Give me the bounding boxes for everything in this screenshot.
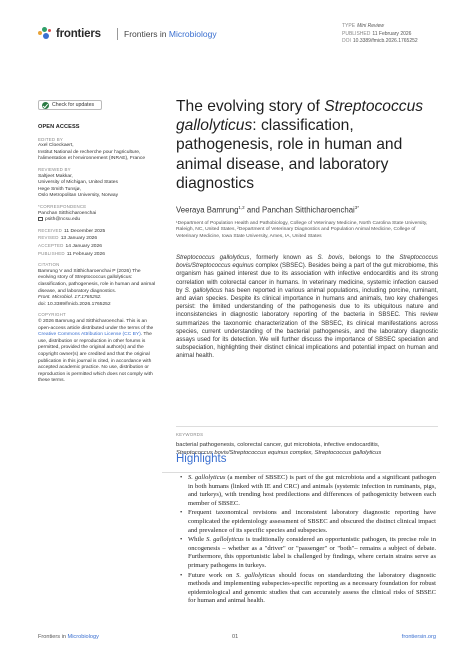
article-title: The evolving story of Streptococcus gallolyticus: classification, pathogenesis, role in human and animal disease, and laboratory diagnostics xyxy=(176,98,424,192)
highlight-item: • Future work on S. gallolyticus should focus on standardizing the laboratory diagnostic methods and implementing subspecies-specific reporting as a necessary foundation for robust epidemiological and genomic studies that can accurately assess the clinical risks of SBSEC for human and animal health. xyxy=(180,572,436,606)
keywords-label: KEYWORDS xyxy=(176,432,204,437)
edited-by-label: EDITED BY xyxy=(38,136,63,142)
email-icon xyxy=(38,217,43,221)
title-species: Streptococcus gallolyticus xyxy=(176,98,424,135)
frontiers-logo[interactable] xyxy=(38,27,101,41)
highlight-item: • While S. gallolyticus is traditionally considered an opportunistic pathogen, its precise role in oncogenesis – whether as a "driver" or "passenger" or "both"– remains a subject of debate. Furthermore, this opportunistic label is challenged by findings, where certain strains serve as primary pathogens in turkeys. xyxy=(180,536,436,570)
meta-doi: DOI 10.3389/fmicb.2026.1765252 xyxy=(342,38,418,45)
meta-type: TYPE Mini Review xyxy=(342,23,385,29)
correspondence-label: *CORRESPONDENCE xyxy=(38,203,87,209)
citation-label: CITATION xyxy=(38,262,60,268)
highlights-list xyxy=(180,474,436,607)
footer-site-link[interactable]: frontiersin.org xyxy=(401,634,436,640)
open-access-label: OPEN ACCESS xyxy=(38,124,80,130)
highlight-item: • Frequent taxonomical revisions and inconsistent laboratory diagnostic reporting have complicated the epidemiology assessment of SBSEC and obscured the distinct clinical impact and prevalence of its specific species and subspecies. xyxy=(180,509,436,535)
meta-published: PUBLISHED 11 February 2026 xyxy=(342,30,412,37)
edited-by: Axel Cloeckaert, Institut National de recherche pour l'agriculture, l'alimentation et l'environnement (INRAE), France xyxy=(38,143,146,162)
citation-journal: Front. Microbiol. 17:1765252. xyxy=(38,295,102,301)
reviewed-by: Saltjeet Makkar, University of Michigan, United States Hege Smith Tunsjø, Oslo Metropolitan University, Norway xyxy=(38,173,119,199)
header-divider xyxy=(117,28,118,40)
date-received: RECEIVED 11 December 2025 xyxy=(38,227,106,234)
page-number: 01 xyxy=(232,634,239,640)
author-list: Veeraya Bamrung$^{1,2}$ and Panchan Sitthicharoenchai$^{3*}$ xyxy=(176,205,360,215)
date-published: PUBLISHED 11 February 2026 xyxy=(38,250,105,257)
cc-by-link[interactable]: Creative Commons Attribution License (CC BY) xyxy=(38,332,141,338)
citation-text: Bamrung V and Sitthicharoenchai P (2026) The evolving story of Streptococcus gallolyticus: classification, pathogenesis, role in human and animal disease, and laboratory diagnostics. xyxy=(38,268,156,294)
logo-text: frontiers xyxy=(56,28,101,40)
keywords-divider xyxy=(176,426,438,427)
keywords: bacterial pathogenesis, colorectal cancer, gut microbiota, infective endocarditis, Streptococcus bovis/Streptococcus equinus complex, Streptococcus gallolyticus xyxy=(176,442,382,456)
date-accepted: ACCEPTED 14 January 2026 xyxy=(38,243,102,249)
sidebar-info xyxy=(38,100,156,385)
footer-journal[interactable]: Frontiers in Microbiology xyxy=(38,634,99,640)
page-header xyxy=(0,0,474,52)
article-dates xyxy=(38,228,156,258)
author-2[interactable]: Panchan Sitthicharoenchai xyxy=(262,205,355,215)
check-icon xyxy=(42,102,49,109)
copyright-label: COPYRIGHT xyxy=(38,312,66,318)
journal-name[interactable] xyxy=(124,29,217,39)
frontiers-logo-icon xyxy=(38,27,52,41)
article-meta xyxy=(342,23,418,46)
highlights-title: Highlights xyxy=(176,453,227,465)
correspondence-email[interactable]: psith@ncsu.edu xyxy=(38,217,156,224)
citation-doi[interactable]: doi: 10.3389/fmicb.2026.1765252 xyxy=(38,301,111,307)
journal-prefix: Frontiers in xyxy=(124,29,169,39)
correspondence-name: Panchan Sitthicharoenchai xyxy=(38,210,97,216)
reviewed-by-label: REVIEWED BY xyxy=(38,166,71,172)
check-for-updates-button[interactable]: Check for updates xyxy=(38,100,102,110)
copyright-text: © 2026 Bamrung and Sitthicharoenchai. This is an open-access article distributed under the terms of the Creative Commons Attribution License (CC BY). The use, distribution or reproduction in other forums is permitted, provided the original author(s) and the copyright owner(s) are credited and that the original publication in this journal is cited, in accordance with accepted academic practice. No use, distribution or reproduction is permitted which does not comply with these terms. xyxy=(38,318,154,384)
affiliations: ¹Department of Population Health and Pathobiology, College of Veterinary Medicine, North Carolina State University, Raleigh, NC, United States, ²Department of Veterinary Diagnostics and Population Animal Medicine, College of Veterinary Medicine, Iowa State University, Ames, IA, United States xyxy=(176,221,428,239)
journal-title: Microbiology xyxy=(168,29,217,39)
abstract: Streptococcus gallolyticus, formerly known as S. bovis, belongs to the Streptococcus bovis/Streptococcus equinus complex (SBSEC). Besides being a part of the gut microbiome, this organism has gained interest due to its association with infective endocarditis and its strong correlation with colorectal cancer in humans. In veterinary medicine, systemic infection caused by S. gallolyticus has been reported in various animal populations, including porcine, ruminant, and avian species. Despite its clinical importance in humans and animals, two key challenges persist: the limited understanding of the pathogenesis due to its ubiquitous nature and inconsistencies in diagnostic laboratory reporting of the bacteria in SBSEC. This review summarizes the taxonomic characterization of the SBSEC, its clinical manifestations across species, current understanding of the bacterial pathogenesis, and the laboratory diagnostic assays used for its detection. We will further discuss the importance of SBSEC speciation and subspeciation, highlighting their distinct clinical implications and potential impact on human and animal health. xyxy=(176,254,438,360)
highlight-item: • S. gallolyticus (a member of SBSEC) is part of the gut microbiota and a significant pathogen in both humans (linked with IE and CRC) and animals (systemic infection in ruminants, pigs, and turkeys), with trending host predilections and differences of pathogenicity between each member of SBSEC. xyxy=(180,474,436,508)
author-1[interactable]: Veeraya Bamrung xyxy=(176,205,239,215)
date-revised: REVISED 13 January 2026 xyxy=(38,235,98,242)
highlights-divider xyxy=(162,472,440,473)
